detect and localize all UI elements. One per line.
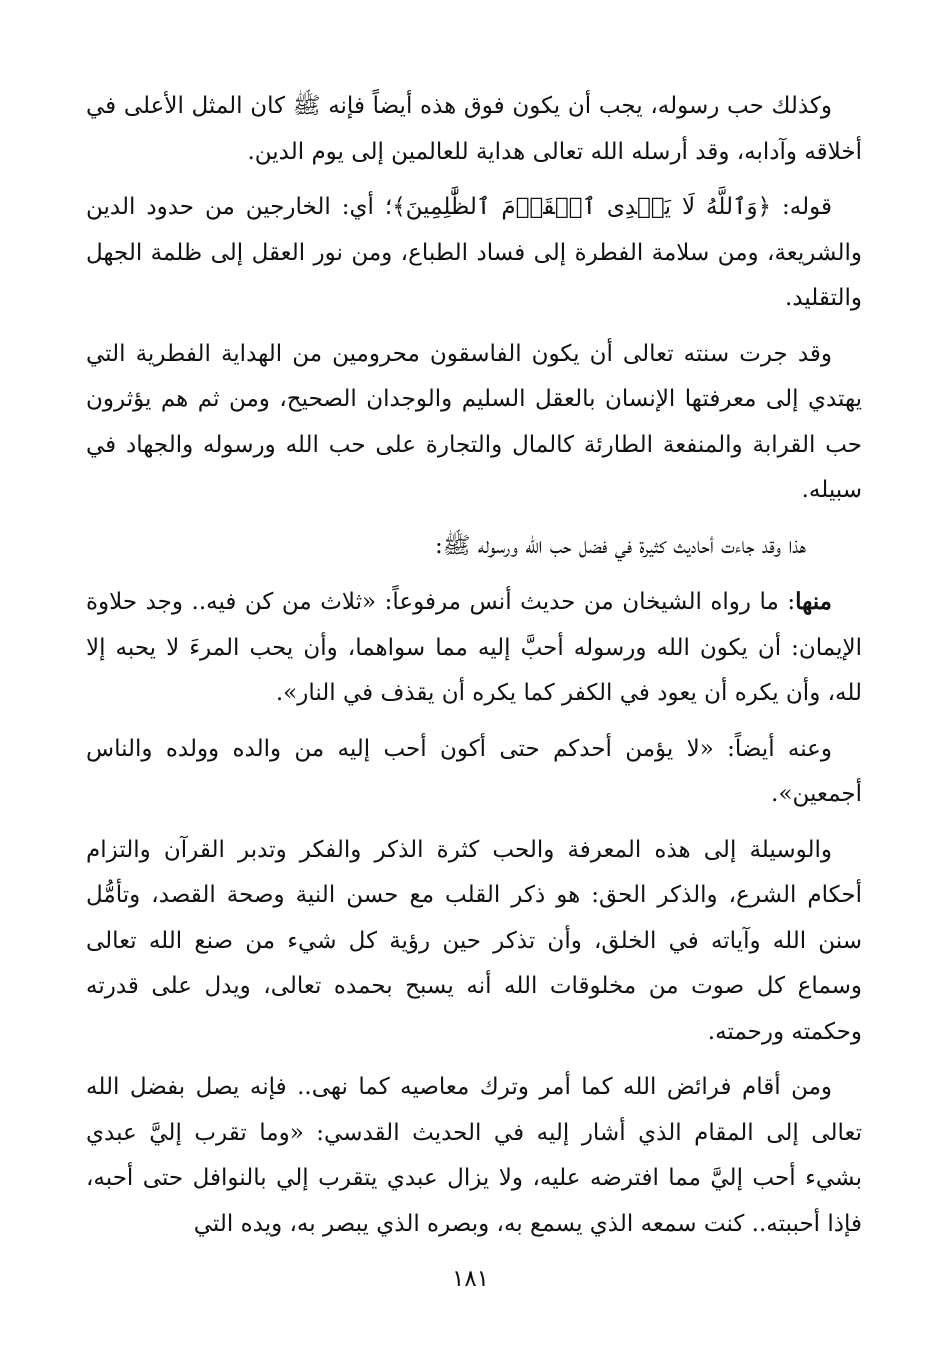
paragraph-3 [86, 332, 862, 514]
paragraph-1 [86, 84, 862, 175]
paragraph-8-text: ومن أقام فرائض الله كما أمر وترك معاصيه كما نهى.. فإنه يصل بفضل الله تعالى إلى المقام الذي أشار إليه في الحديث القدسي: «وما تقرب إليَّ عبدي بشيء أحب إليَّ مما افترضه عليه، ولا يزال عبدي يتقرب إلي بالنوافل حتى أحبه، فإذا أحببته.. كنت سمعه الذي يسمع به، وبصره الذي يبصر به، ويده التي [86, 1074, 862, 1237]
paragraph-1-text: وكذلك حب رسوله، يجب أن يكون فوق هذه أيضاً فإنه ﷺ كان المثل الأعلى في أخلاقه وآدابه، وقد أرسله الله تعالى هداية للعالمين إلى يوم الدين. [86, 93, 862, 165]
paragraph-6 [86, 727, 862, 818]
paragraph-5-lead: منها [795, 588, 832, 615]
paragraph-8 [86, 1065, 862, 1247]
paragraph-7 [86, 828, 862, 1056]
paragraph-3-text: وقد جرت سنته تعالى أن يكون الفاسقون محرومين من الهداية الفطرية التي يهتدي إلى معرفتها الإنسان بالعقل السليم والوجدان الصحيح، ومن ثم هم يؤثرون حب القرابة والمنفعة الطارئة كالمال والتجارة على حب الله ورسوله والجهاد في سبيله. [86, 340, 862, 503]
paragraph-5-text: : ما رواه الشيخان من حديث أنس مرفوعاً: «ثلاث من كن فيه.. وجد حلاوة الإيمان: أن يكون الله ورسوله أحبَّ إليه مما سواهما، وأن يحب المرءَ لا يحبه إلا لله، وأن يكره أن يعود في الكفر كما يكره أن يقذف في النار». [86, 589, 862, 706]
paragraph-4-text: هذا وقد جاءت أحاديث كثيرة في فضل حب الله ورسوله ﷺ: [435, 532, 806, 559]
paragraph-2 [86, 185, 862, 322]
paragraph-6-text: وعنه أيضاً: «لا يؤمن أحدكم حتى أكون أحب إليه من والده وولده والناس أجمعين». [86, 735, 862, 807]
paragraph-2-text: قوله: ﴿وَٱللَّهُ لَا يَهۡدِى ٱلۡقَوۡمَ ٱلظَّٰلِمِينَ﴾؛ أي: الخارجين من حدود الدين والشريعة، ومن سلامة الفطرة إلى فساد الطباع، ومن نور العقل إلى ظلمة الجهل والتقليد. [86, 194, 862, 311]
paragraph-5 [86, 579, 862, 717]
page-number: ١٨١ [451, 1266, 490, 1292]
page-body [86, 84, 862, 1324]
paragraph-4 [86, 524, 862, 570]
paragraph-7-text: والوسيلة إلى هذه المعرفة والحب كثرة الذكر والفكر وتدبر القرآن والتزام أحكام الشرع، والذكر الحق: هو ذكر القلب مع حسن النية وصحة القصد، وتأمُّل سنن الله وآياته في الخلق، وأن تذكر حين رؤية كل شيء من صنع الله تعالى وسماع كل صوت من مخلوقات الله أنه يسبح بحمده تعالى، ويدل على قدرته وحكمته ورحمته. [86, 836, 862, 1045]
